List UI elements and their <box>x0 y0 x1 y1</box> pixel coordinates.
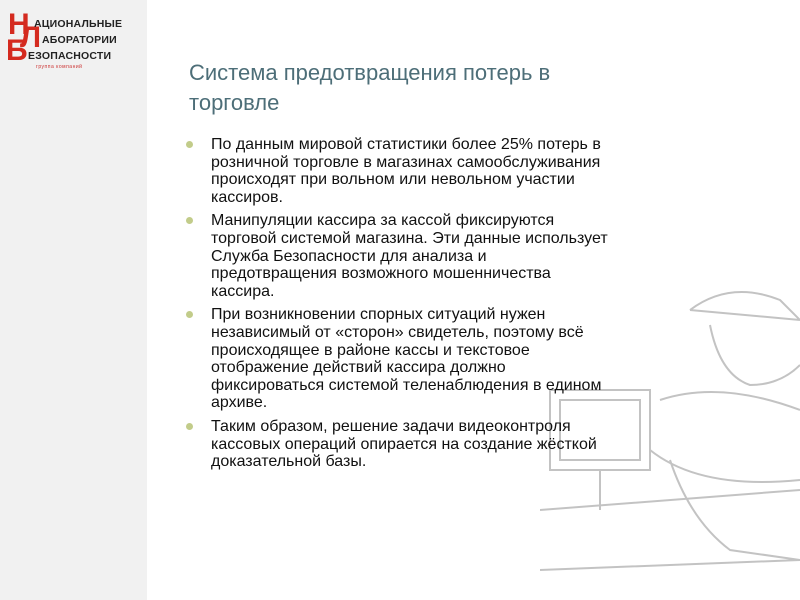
bullet-text: При возникновении спорных ситуаций нужен независимый от «сторон» свидетель, поэтому всё происходящее в районе кассы и текстовое отображение действий кассира должно фиксироваться системой теленаблюдения в едином архиве. <box>211 306 602 412</box>
logo-word-2: АБОРАТОРИИ <box>42 34 117 46</box>
bullet-icon <box>186 311 193 318</box>
bullet-text: Манипуляции кассира за кассой фиксируются торговой системой магазина. Эти данные использует Служба Безопасности для анализа и предотвращения возможного мошенничества кассира. <box>211 212 608 300</box>
bullet-icon <box>186 141 193 148</box>
bullet-item <box>186 136 706 206</box>
logo-subtitle: группа компаний <box>36 64 83 70</box>
bullet-item <box>186 212 706 300</box>
company-logo <box>6 8 141 70</box>
bullet-list <box>186 136 706 477</box>
logo-letter-n: Н <box>8 8 30 41</box>
bullet-icon <box>186 423 193 430</box>
bullet-item <box>186 418 706 471</box>
bullet-item <box>186 306 706 412</box>
logo-letter-l: Л <box>20 21 42 54</box>
logo-letter-b: Б <box>6 34 28 67</box>
slide-title: Система предотвращения потерь в торговле <box>189 60 551 115</box>
logo-word-3: ЕЗОПАСНОСТИ <box>28 50 112 62</box>
bullet-text: Таким образом, решение задачи видеоконтроля кассовых операций опирается на создание жёсткой доказательной базы. <box>211 417 597 471</box>
bullet-text: По данным мировой статистики более 25% потерь в розничной торговле в магазинах самообслуживания происходят при вольном или невольном участии кассиров. <box>211 136 601 206</box>
logo-word-1: АЦИОНАЛЬНЫЕ <box>34 18 123 30</box>
sidebar-strip <box>0 0 147 600</box>
bullet-icon <box>186 217 193 224</box>
